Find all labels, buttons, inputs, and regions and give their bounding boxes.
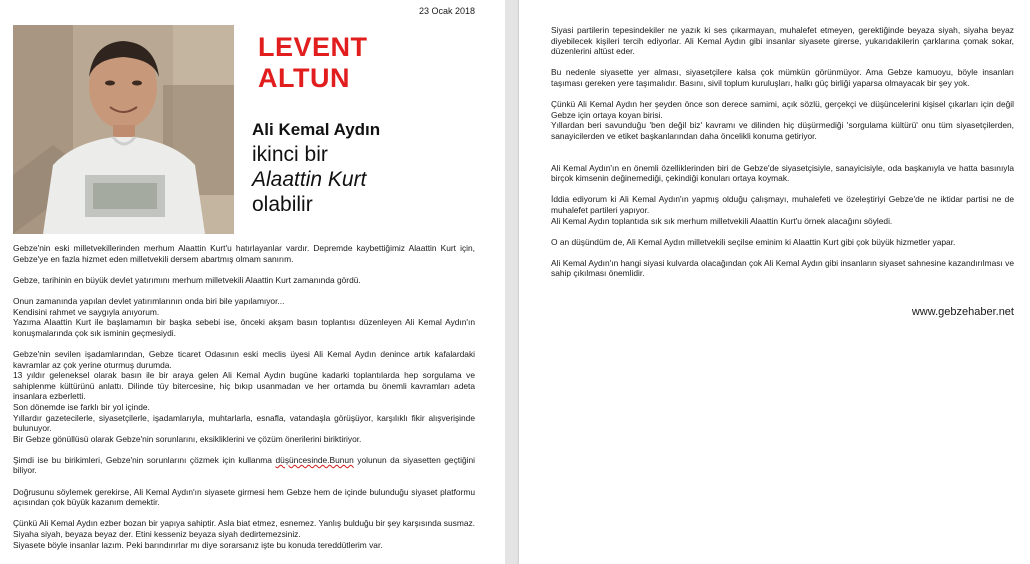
website-link[interactable]: www.gebzehaber.net — [911, 306, 1014, 318]
paragraph — [13, 296, 475, 338]
article-body-right — [551, 25, 1014, 290]
paragraph-line: Ali Kemal Aydın toplantıda sık sık merhum milletvekili Alaattin Kurt'u örnek alacağını söyledi. — [551, 215, 893, 226]
text-run: Şimdi ise bu birikimleri, Gebze'nin sorunlarını çözmek için kullanma — [13, 454, 276, 465]
paragraph-line: Son dönemde ise farklı bir yol içinde. — [13, 401, 150, 412]
paragraph-line: Çünkü Ali Kemal Aydın ezber bozan bir yapıya sahiptir. Asla biat etmez, esnemez. Yanlış bulduğu bir şey karşısında susmaz. Siyaha siyah, beyaza beyaz der. Etini kesseniz beyaza siyah dedirtemezsiniz. — [13, 518, 475, 540]
author-name — [258, 32, 368, 94]
paragraph-line: Yıllardır gazetecilerle, siyasetçilerle, işadamlarıyla, muhtarlarla, esnafla, vatandaşla görüşüyor, karşılıklı fikir alışverişinde bulunuyor. — [13, 412, 475, 434]
paragraph — [551, 194, 1014, 226]
paragraph: Siyasi partilerin tepesindekiler ne yazık ki ses çıkarmayan, muhalefet etmeyen, gerektiğinde beyaza siyah, siyaha beyaz diyebilecek kişileri tercih ediyorlar. Ali Kemal Aydın gibi insanlar siyasete girerse, yukarıdakilerin çarklarına çomak sokar, düzenlerini altüst eder. — [551, 25, 1014, 57]
paragraph-line: 13 yıldır geleneksel olarak basın ile bir araya gelen Ali Kemal Aydın bugüne kadarki toplantılarda hep sorgulama ve sahiplenme kültürünü anlattı. Dilinde tüy bitercesine, hiç bıkıp usanmadan ve her ortamda bu önemli kavramları adeta insanlara ezberletti. — [13, 370, 475, 402]
paragraph: Gebze'nin eski milletvekillerinden merhum Alaattin Kurt'u hatırlayanlar vardır. Depremde kaybettiğimiz Alaattin Kurt için, Gebze'ye en fazla hizmet eden milletvekili dersem abartmış olmam sanırım. — [13, 243, 475, 264]
paragraph-line: İddia ediyorum ki Ali Kemal Aydın'ın yapmış olduğu çalışmayı, muhalefeti ve özeleştiriyi Gebze'de ne iktidar partisi ne de muhalefet partileri yapıyor. — [551, 194, 1014, 215]
paragraph-line: Yazıma Alaattin Kurt ile başlamamın bir başka sebebi ise, önceki akşam basın toplantısı düzenleyen Ali Kemal Aydın'ın konuşmalarında çok sık isminin geçmesiydi. — [13, 317, 475, 338]
paragraph — [13, 349, 475, 444]
author-photo — [13, 25, 234, 234]
headline-line-4: olabilir — [252, 193, 313, 216]
paragraph: Gebze, tarihinin en büyük devlet yatırımını merhum milletvekili Alaattin Kurt zamanında gördü. — [13, 274, 361, 285]
paragraph-line: Kendisini rahmet ve saygıyla anıyorum. — [13, 306, 160, 317]
page-gap — [505, 0, 519, 564]
text-run: yolunun da siyasetten geçtiğini biliyor. — [13, 454, 475, 476]
author-first-name: LEVENT — [258, 32, 368, 62]
paragraph: O an düşündüm de, Ali Kemal Aydın milletvekili seçilse eminim ki Alaattin Kurt gibi çok büyük hizmetler yapar. — [551, 236, 956, 247]
article-body-left — [13, 243, 475, 561]
headline-line-3: Alaattin Kurt — [252, 168, 367, 191]
paragraph — [551, 99, 1014, 141]
document-page-right — [519, 0, 1030, 564]
article-headline — [252, 117, 380, 217]
headline-line-2: ikinci bir — [252, 143, 328, 166]
paragraph — [13, 518, 475, 550]
author-last-name: ALTUN — [258, 63, 350, 93]
paragraph: Bu nedenle siyasette yer alması, siyasetçilere kalsa çok mümkün görünmüyor. Ama Gebze kamuoyu, böyle insanları taşıması gereken yere taşımalıdır. Basını, sivil toplum kuruluşları, halkı güç birliği yaparsa olmayacak bir şey yok. — [551, 67, 1014, 88]
paragraph-line: Onun zamanında yapılan devlet yatırımlarının onda biri bile yapılamıyor... — [13, 295, 285, 306]
paragraph: Ali Kemal Aydın'ın en önemli özelliklerinden biri de Gebze'de siyasetçisiyle, sanayicisiyle, oda başkanıyla ve hatta basınıyla birçok kimsenin değinemediği, çekindiği konuları ortaya koymak. — [551, 162, 1014, 184]
paragraph-line: Çünkü Ali Kemal Aydın her şeyden önce son derece samimi, açık sözlü, gerçekçi ve düşüncelerini kişisel çıkarları için değil Gebze için ortaya koyan birisi. — [551, 99, 1014, 120]
paragraph-line: Gebze'nin sevilen işadamlarından, Gebze ticaret Odasının eski meclis üyesi Ali Kemal Aydın denince artık kafalardaki kavramlar az çok yerine oturmuş durumda. — [13, 348, 475, 370]
spelling-error-word: düşüncesinde.Bunun — [275, 454, 354, 465]
paragraph-line: Yıllardan beri savunduğu 'ben değil biz' kavramı ve dilinden hiç düşürmediği 'sorgulama kültürü' onu tüm siyasetçilerden, sanayicilerden ve etiket başkanlarından daha öncelikli konuma getiriyor. — [551, 120, 1014, 141]
headline-line-1: Ali Kemal Aydın — [252, 120, 381, 139]
article-date: 23 Ocak 2018 — [418, 6, 475, 16]
paragraph-line: Bir Gebze gönüllüsü olarak Gebze'nin sorunlarını, eksikliklerini ve çözüm önerilerini biriktiriyor. — [13, 433, 362, 444]
paragraph-line: Siyasete böyle insanlar lazım. Peki barındırırlar mı diye sorarsanız işte bu konuda tereddütlerim var. — [13, 539, 383, 550]
document-page-left — [0, 0, 505, 564]
paragraph — [13, 455, 475, 476]
paragraph: Ali Kemal Aydın'ın hangi siyasi kulvarda olacağından çok Ali Kemal Aydın gibi insanların siyaset sahnesine kazandırılması ve sahip çıkılması önemlidir. — [551, 257, 1014, 279]
paragraph: Doğrusunu söylemek gerekirse, Ali Kemal Aydın'ın siyasete girmesi hem Gebze hem de içinde bulunduğu siyaset platformu açısından çok büyük kazanım demektir. — [13, 486, 475, 508]
